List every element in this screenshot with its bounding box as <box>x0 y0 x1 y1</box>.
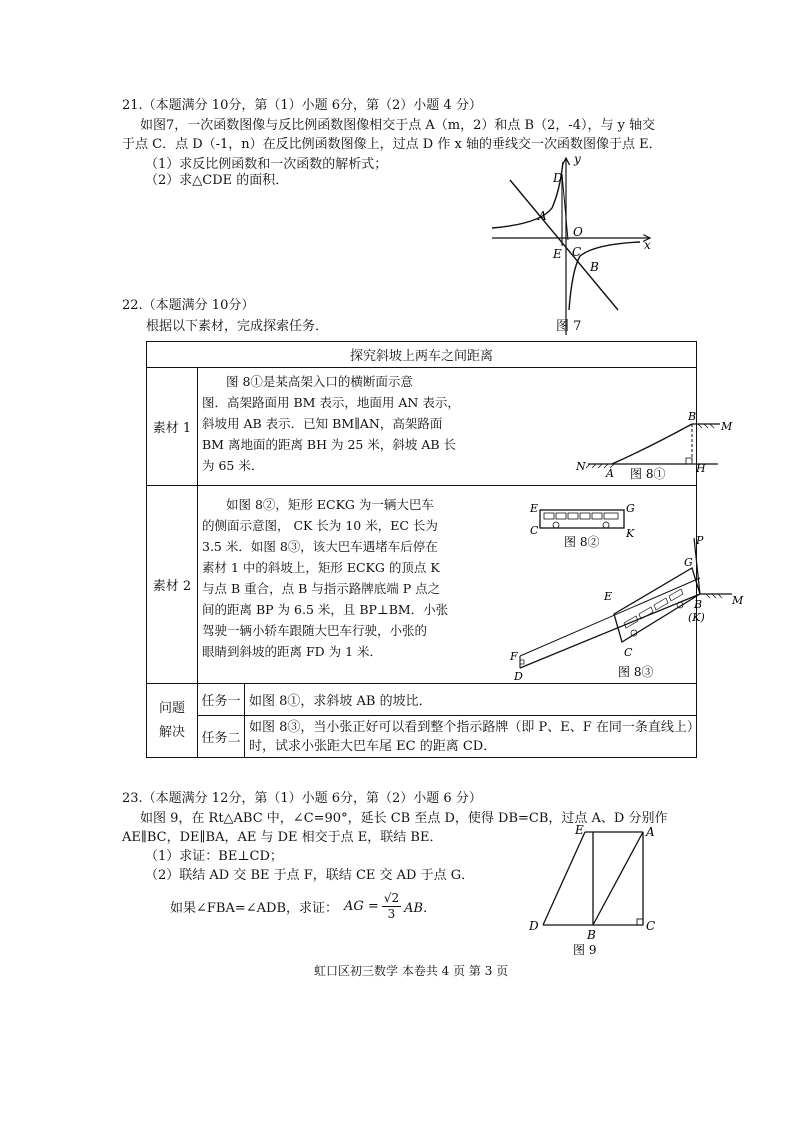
label-N: N <box>576 460 586 473</box>
label-A: A <box>606 467 614 480</box>
label-M: M <box>732 594 744 607</box>
figure-7 <box>480 150 660 340</box>
figure-8-1 <box>558 406 738 486</box>
m2-line: 眼睛到斜坡的距离 FD 为 1 米． <box>202 644 383 659</box>
label-K: K <box>626 527 635 540</box>
label-E: E <box>604 590 613 603</box>
q23-part2-condition <box>170 888 436 924</box>
bus-on-slope <box>614 568 703 642</box>
m1-line: 图．高架路面用 BM 表示，地面用 AN 表示， <box>202 395 460 410</box>
problem-label-line1: 问题 <box>158 700 185 716</box>
label-D: D <box>553 171 563 185</box>
material1-label: 素材 1 <box>147 368 198 486</box>
label-B: B <box>590 260 599 274</box>
q21-line1: 如图7，一次函数图像与反比例函数图像相交于点 A（m，2）和点 B（2，-4），与 y 轴交 <box>140 118 656 133</box>
task2-line2: 时，试求小张距大巴车尾 EC 的距离 CD． <box>249 738 497 754</box>
m2-line: 与点 B 重合，点 B 与指示路牌底端 P 点之 <box>202 581 441 596</box>
label-B: B <box>694 598 703 611</box>
m1-line: 为 65 米． <box>202 458 264 473</box>
m2-line: 如图 8②，矩形 ECKG 为一辆大巴车 <box>226 497 434 512</box>
condition-prefix: 如果∠FBA=∠ADB，求证： <box>170 900 339 916</box>
task2-label: 任务二 <box>198 716 245 758</box>
figure-8-3 <box>498 536 748 682</box>
m2-line: 3.5 米．如图 8③，该大巴车遇堵车后停在 <box>202 539 438 554</box>
segment-AB <box>593 832 643 925</box>
label-H: H <box>696 462 706 475</box>
m1-line: 斜坡用 AB 表示．已知 BM∥AN，高架路面 <box>202 416 443 431</box>
right-angle-C <box>637 919 643 925</box>
label-A: A <box>538 209 547 223</box>
q23-line2: AE∥BC，DE∥BA，AE 与 DE 相交于点 E，联结 BE． <box>122 830 443 845</box>
fraction-numerator: √2 <box>383 890 400 905</box>
label-G: G <box>684 556 693 569</box>
q23-header: 23.（本题满分 12分，第（1）小题 6分，第（2）小题 6 分） <box>122 791 482 806</box>
label-B: B <box>587 928 596 942</box>
fraction-denominator: 3 <box>387 906 396 921</box>
q21-part2: （2）求△CDE 的面积． <box>145 173 289 188</box>
m1-line: 图 8①是某高架入口的横断面示意 <box>226 374 413 389</box>
label-O: O <box>573 225 583 239</box>
problem-label-line2: 解决 <box>158 724 185 740</box>
label-C: C <box>646 919 656 933</box>
q23-line1: 如图 9，在 Rt△ABC 中，∠C=90°，延长 CB 至点 D，使得 DB=CB，过点 A、D 分别作 <box>140 811 668 826</box>
formula-fraction <box>382 891 401 922</box>
materials-table <box>146 341 744 758</box>
m2-line: 驾驶一辆小轿车跟随大巴车行驶，小张的 <box>202 623 428 638</box>
label-y: y <box>574 152 581 166</box>
page-footer: 虹口区初三数学 本卷共 4 页 第 3 页 <box>314 964 509 978</box>
q23-part1: （1）求证：BE⊥CD； <box>145 849 283 864</box>
task1-text: 如图 8①，求斜坡 AB 的坡比． <box>245 684 697 716</box>
label-C: C <box>624 646 633 659</box>
label-K: (K) <box>688 611 705 624</box>
figure-9 <box>525 822 665 957</box>
label-F: F <box>510 650 518 663</box>
fig9-caption: 图 9 <box>573 943 597 957</box>
label-D: D <box>514 670 523 682</box>
task1-label: 任务一 <box>198 684 245 716</box>
label-D: D <box>529 919 539 933</box>
formula-lhs: AG = <box>344 898 379 914</box>
label-E: E <box>553 247 562 261</box>
q22-intro: 根据以下素材，完成探索任务． <box>146 319 329 334</box>
slope-AB <box>612 424 692 464</box>
segment-DC <box>562 174 568 240</box>
q22-header: 22.（本题满分 10分） <box>122 298 255 313</box>
q21-header: 21.（本题满分 10分，第（1）小题 6分，第（2）小题 4 分） <box>122 98 482 113</box>
label-C: C <box>530 524 539 537</box>
m2-line: 的侧面示意图， CK 长为 10 米，EC 长为 <box>202 518 438 533</box>
material2-cell <box>198 486 744 684</box>
m2-line: 间的距离 BP 为 6.5 米，且 BP⊥BM．小张 <box>202 602 449 617</box>
m2-line: 素材 1 中的斜坡上，矩形 ECKG 的顶点 K <box>202 560 440 575</box>
material1-cell <box>198 368 733 486</box>
material2-label: 素材 2 <box>147 486 198 684</box>
label-P: P <box>696 536 704 547</box>
q21-line2: 于点 C．点 D（-1，n）在反比例函数图像上，过点 D 作 x 轴的垂线交一次函数图像于点 E． <box>122 137 662 152</box>
label-G: G <box>626 502 635 515</box>
formula-rhs: AB． <box>404 900 437 916</box>
fig7-caption: 图 7 <box>556 319 582 334</box>
task2-line1: 如图 8③，当小张正好可以看到整个指示路牌（即 P、E、F 在同一条直线上） <box>249 719 700 735</box>
q23-part2: （2）联结 AD 交 BE 于点 F，联结 CE 交 AD 于点 G． <box>145 868 475 883</box>
bus-windows <box>544 513 618 528</box>
label-B: B <box>688 410 697 423</box>
m1-line: BM 离地面的距离 BH 为 25 米，斜坡 AB 长 <box>202 437 457 452</box>
right-angle-FD <box>520 660 524 664</box>
right-angle-mark <box>686 458 692 464</box>
table-title: 探究斜坡上两车之间距离 <box>147 342 697 368</box>
label-M: M <box>721 420 733 433</box>
slope-line <box>520 594 703 668</box>
task2-cell <box>245 716 700 758</box>
label-A: A <box>646 825 655 839</box>
segment-ED <box>543 832 585 925</box>
elevated-hatch <box>698 424 714 428</box>
problem-solving-label <box>147 684 198 758</box>
fig83-caption: 图 8③ <box>618 665 654 679</box>
label-C: C <box>572 245 582 259</box>
q21-part1: （1）求反比例函数和一次函数的解析式； <box>145 157 388 172</box>
fig82-caption: 图 8② <box>564 535 600 549</box>
label-x: x <box>644 238 651 252</box>
fig81-caption: 图 8① <box>630 467 666 481</box>
label-E: E <box>530 502 539 515</box>
label-E: E <box>575 823 584 837</box>
